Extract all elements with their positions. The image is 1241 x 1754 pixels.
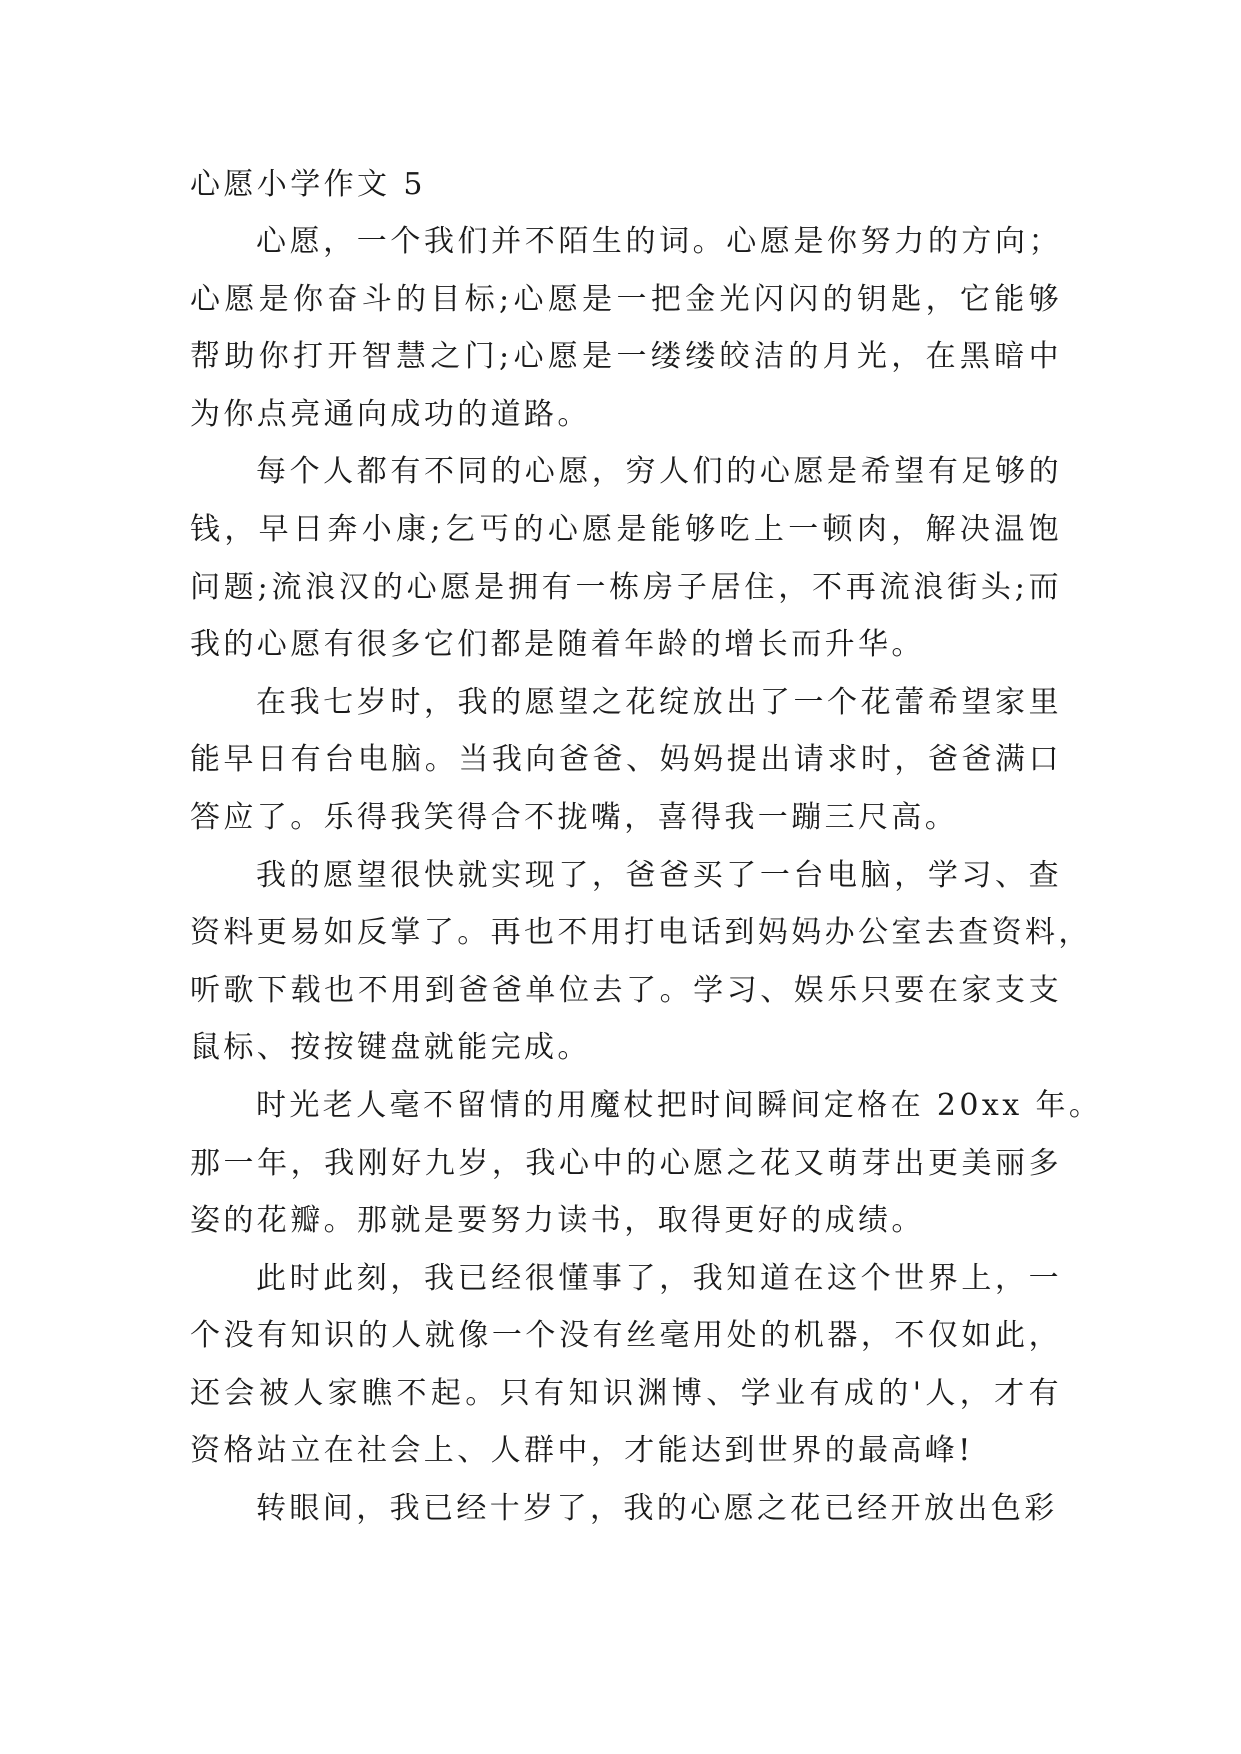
text-line: 问题;流浪汉的心愿是拥有一栋房子居住，不再流浪街头;而 [190, 569, 1062, 605]
text-line: 听歌下载也不用到爸爸单位去了。学习、娱乐只要在家支支 [190, 972, 1062, 1008]
text-line: 钱，早日奔小康;乞丐的心愿是能够吃上一顿肉，解决温饱 [190, 511, 1062, 547]
text-line: 心愿是你奋斗的目标;心愿是一把金光闪闪的钥匙，它能够 [190, 281, 1062, 317]
paragraph [190, 446, 1062, 676]
text-line: 资料更易如反掌了。再也不用打电话到妈妈办公室去查资料， [190, 915, 1092, 951]
text-line: 我的愿望很快就实现了，爸爸买了一台电脑，学习、查 [256, 857, 1062, 893]
text-line: 时光老人毫不留情的用魔杖把时间瞬间定格在 20xx 年。 [256, 1087, 1103, 1123]
text-line: 转眼间，我已经十岁了，我的心愿之花已经开放出色彩 [256, 1491, 1058, 1527]
text-line: 心愿，一个我们并不陌生的词。心愿是你努力的方向； [256, 224, 1062, 259]
paragraph [190, 677, 1062, 850]
text-line: 帮助你打开智慧之门;心愿是一缕缕皎洁的月光，在黑暗中 [190, 339, 1062, 375]
paragraph [190, 1080, 1103, 1253]
text-line: 每个人都有不同的心愿，穷人们的心愿是希望有足够的 [256, 454, 1062, 490]
text-line: 个没有知识的人就像一个没有丝毫用处的机器，不仅如此， [190, 1318, 1062, 1354]
essay-title: 心愿小学作文 5 [190, 167, 426, 202]
text-line: 资格站立在社会上、人群中，才能达到世界的最高峰! [190, 1433, 974, 1469]
paragraph [190, 216, 1062, 446]
text-line: 还会被人家瞧不起。只有知识渊博、学业有成的'人，才有 [190, 1375, 1062, 1411]
text-line: 姿的花瓣。那就是要努力读书，取得更好的成绩。 [190, 1203, 925, 1239]
text-line: 我的心愿有很多它们都是随着年龄的增长而升华。 [190, 627, 925, 663]
text-line: 那一年，我刚好九岁，我心中的心愿之花又萌芽出更美丽多 [190, 1145, 1062, 1181]
essay-body [190, 164, 1103, 1541]
text-line: 鼠标、按按键盘就能完成。 [190, 1030, 591, 1066]
paragraph [190, 850, 1092, 1080]
text-line: 在我七岁时，我的愿望之花绽放出了一个花蕾希望家里 [256, 684, 1062, 720]
text-line: 能早日有台电脑。当我向爸爸、妈妈提出请求时，爸爸满口 [190, 742, 1062, 778]
paragraph [190, 1253, 1062, 1483]
essay-paragraphs [190, 216, 1103, 1541]
text-line: 答应了。乐得我笑得合不拢嘴，喜得我一蹦三尺高。 [190, 799, 959, 835]
paragraph [190, 1483, 1062, 1541]
text-line: 此时此刻，我已经很懂事了，我知道在这个世界上，一 [256, 1260, 1062, 1296]
text-line: 为你点亮通向成功的道路。 [190, 396, 591, 432]
